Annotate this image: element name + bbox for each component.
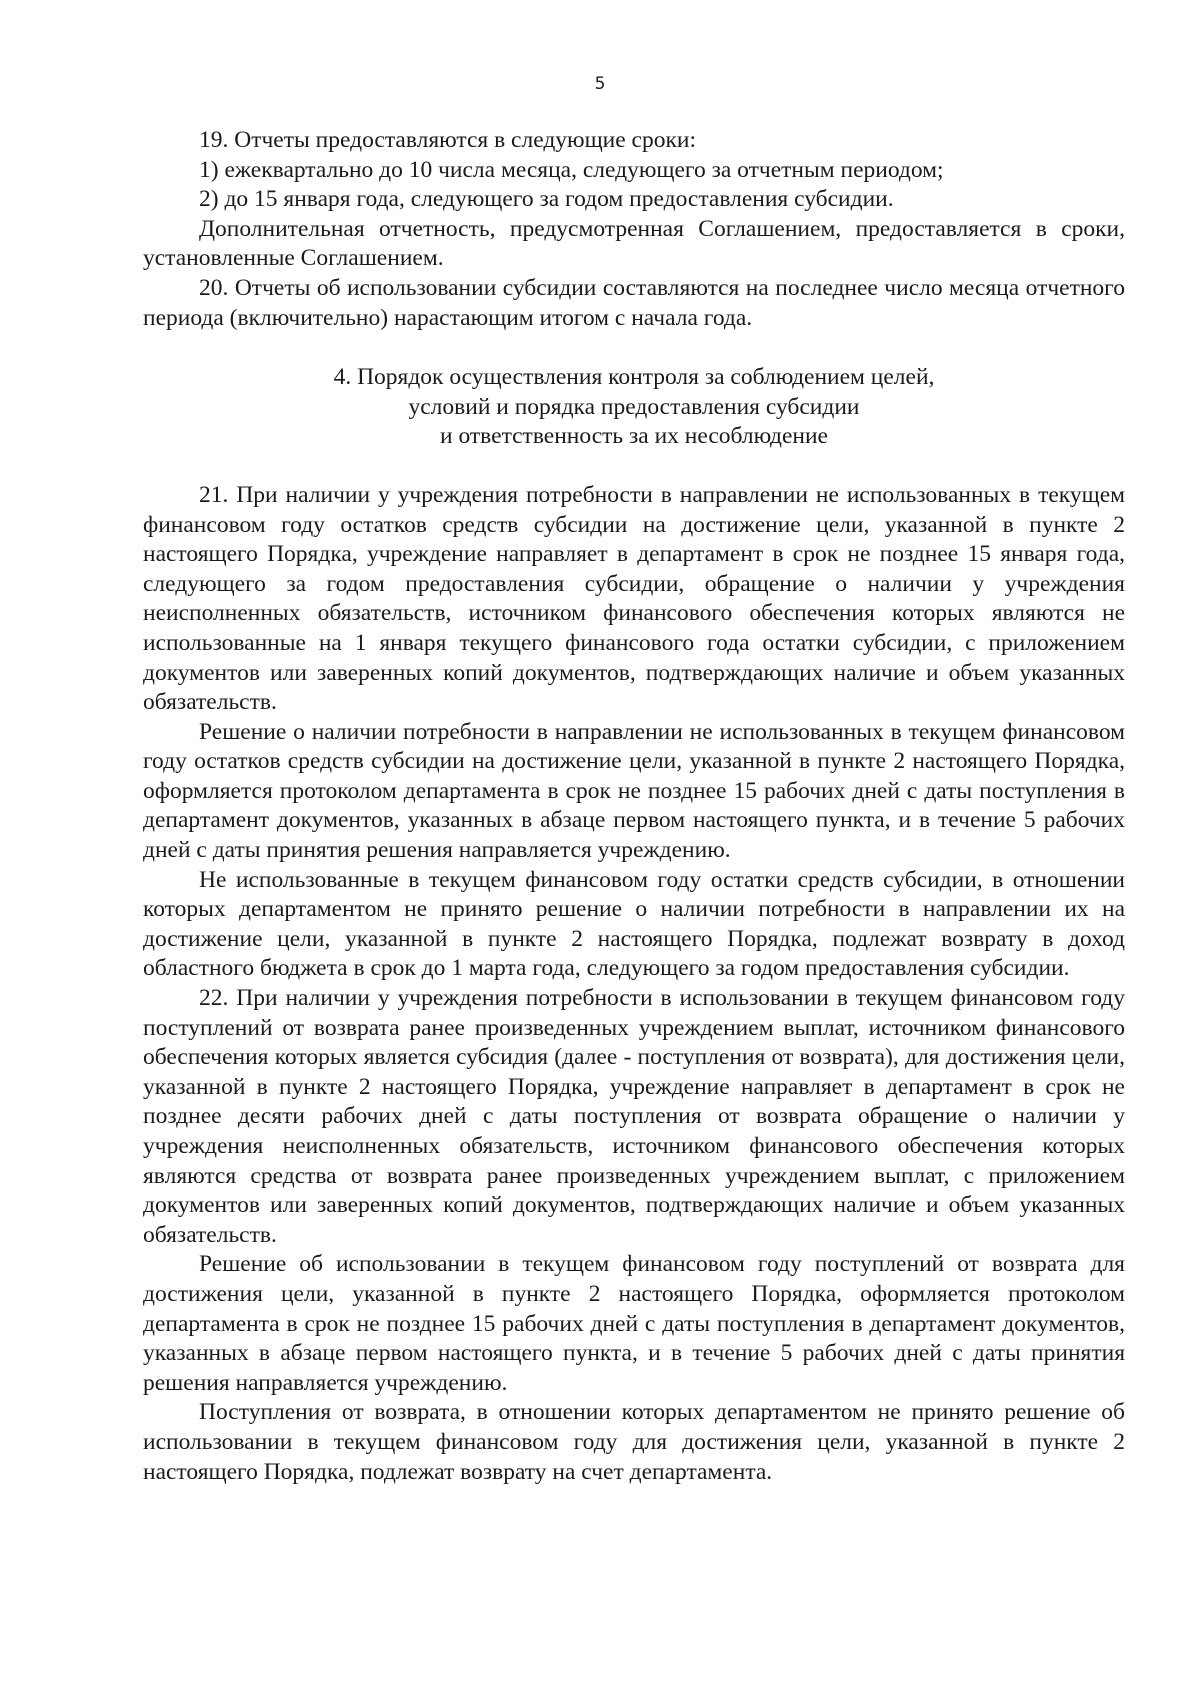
paragraph-additional-reporting: Дополнительная отчетность, предусмотренная Соглашением, предоставляется в сроки, установленные Соглашением.: [143, 215, 1125, 272]
paragraph-21-decision: Решение о наличии потребности в направлении не использованных в текущем финансовом году остатков средств субсидии на достижение цели, указанной в пункте 2 настоящего Порядка, оформляется протоколом департамента в срок не позднее 15 рабочих дней с даты поступления в департамент документов, указанных в абзаце первом настоящего пункта, и в течение 5 рабочих дней с даты принятия решения направляется учреждению.: [143, 718, 1125, 864]
paragraph-22-decision: Решение об использовании в текущем финансовом году поступлений от возврата для достижения цели, указанной в пункте 2 настоящего Порядка, оформляется протоколом департамента в срок не позднее 15 рабочих дней с даты поступления в департамент документов, указанных в абзаце первом настоящего пункта, и в течение 5 рабочих дней с даты принятия решения направляется учреждению.: [143, 1251, 1125, 1396]
page-number: 5: [594, 74, 606, 94]
paragraph-19-intro: 19. Отчеты предоставляются в следующие сроки:: [199, 127, 697, 153]
document-body: [143, 126, 1125, 1487]
section-heading-line-2: условий и порядка предоставления субсидии: [408, 393, 860, 420]
section-heading: [143, 363, 1125, 452]
paragraph-19-item-1: 1) ежеквартально до 10 числа месяца, следующего за отчетным периодом;: [199, 156, 944, 183]
paragraph-20: 20. Отчеты об использовании субсидии составляются на последнее число месяца отчетного периода (включительно) нарастающим итогом с начала года.: [143, 274, 1125, 331]
paragraph-21-unused-funds: Не использованные в текущем финансовом году остатки средств субсидии, в отношении которых департаментом не принято решение о наличии потребности в направлении их на достижение цели, указанной в пункте 2 настоящего Порядка, подлежат возврату в доход областного бюджета в срок до 1 марта года, следующего за годом предоставления субсидии.: [143, 866, 1125, 982]
paragraph-21: 21. При наличии у учреждения потребности в направлении не использованных в текущем финансовом году остатков средств субсидии на достижение цели, указанной в пункте 2 настоящего Порядка, учреждение направляет в департамент в срок не позднее 15 января года, следующего за годом предоставления субсидии, обращение о наличии у учреждения неисполненных обязательств, источником финансового обеспечения которых являются не использованные на 1 января текущего финансового года остатки субсидии, с приложением документов или заверенных копий документов, подтверждающих наличие и объем указанных обязательств.: [143, 481, 1125, 716]
paragraph-19-item-2: 2) до 15 января года, следующего за годом предоставления субсидии.: [199, 186, 894, 213]
paragraph-22-returns: Поступления от возврата, в отношении которых департаментом не принято решение об использовании в текущем финансовом году для достижения цели, указанной в пункте 2 настоящего Порядка, подлежат возврату на счет департамента.: [143, 1399, 1125, 1485]
paragraph-22: 22. При наличии у учреждения потребности в использовании в текущем финансовом году поступлений от возврата ранее произведенных учреждением выплат, источником финансового обеспечения которых является субсидия (далее - поступления от возврата), для достижения цели, указанной в пункте 2 настоящего Порядка, учреждение направляет в департамент в срок не позднее десяти рабочих дней с даты поступления от возврата обращение о наличии у учреждения неисполненных обязательств, источником финансового обеспечения которых являются средства от возврата ранее произведенных учреждением выплат, с приложением документов или заверенных копий документов, подтверждающих наличие и объем указанных обязательств.: [143, 985, 1125, 1248]
section-heading-line-3: и ответственность за их несоблюдение: [440, 423, 828, 450]
section-heading-line-1: 4. Порядок осуществления контроля за соблюдением целей,: [333, 364, 935, 391]
